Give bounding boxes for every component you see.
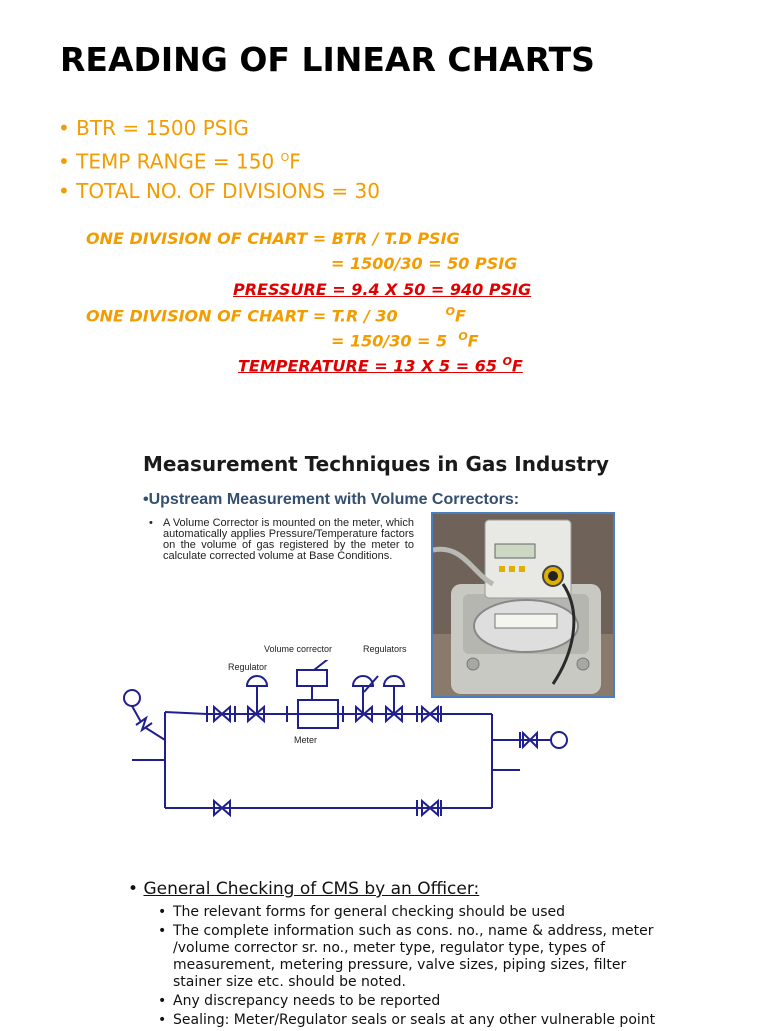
sub-heading: •Upstream Measurement with Volume Correctors: bbox=[143, 491, 520, 508]
list-item: • The relevant forms for general checking should be used bbox=[158, 904, 566, 920]
inlet-gauge-icon bbox=[124, 690, 140, 706]
outlet-gauge-icon bbox=[551, 732, 567, 748]
page-title: READING OF LINEAR CHARTS bbox=[60, 40, 595, 79]
volume-corrector-icon bbox=[297, 670, 327, 686]
volume-corrector-label: Volume corrector bbox=[264, 644, 333, 654]
regulator-icon bbox=[247, 676, 267, 686]
regulator-label: Regulator bbox=[228, 662, 268, 672]
meter-label: Meter bbox=[294, 735, 318, 745]
volume-corrector-paragraph: • A Volume Corrector is mounted on the meter, which automatically applies Pressure/Temperature factors on the volume of gas registered by the meter to calculate corrected volume at Base Conditions. bbox=[149, 517, 414, 562]
temp-range-item: • TEMP RANGE = 150 $^O$F bbox=[58, 149, 301, 174]
list-item: • The complete information such as cons. no., name & address, meter /volume corrector sr. no., meter type, regulator type, types of measurement, metering pressure, valve sizes, piping sizes, filter stainer size etc. should be noted. bbox=[158, 923, 654, 990]
checking-list bbox=[158, 904, 658, 1031]
list-item: • Sealing: Meter/Regulator seals or seals at any other vulnerable point bbox=[158, 1012, 656, 1028]
calc-line-1: ONE DIVISION OF CHART = BTR / T.D PSIG bbox=[86, 229, 460, 248]
checking-heading: • General Checking of CMS by an Officer: bbox=[128, 879, 480, 899]
piping-diagram bbox=[110, 660, 580, 830]
regulators-label: Regulators bbox=[363, 644, 407, 654]
calc-line-2: = 1500/30 = 50 PSIG bbox=[331, 254, 518, 273]
pressure-result: PRESSURE = 9.4 X 50 = 940 PSIG bbox=[233, 280, 532, 299]
list-item: • Any discrepancy needs to be reported bbox=[158, 993, 441, 1009]
relief-valve-icon bbox=[136, 718, 152, 730]
parameter-list bbox=[58, 114, 380, 206]
temperature-result: TEMPERATURE = 13 X 5 = 65 $^O$F bbox=[238, 355, 523, 376]
regulator-icon bbox=[384, 676, 404, 686]
calc-line-4: ONE DIVISION OF CHART = T.R / 30 $^O$F bbox=[86, 305, 466, 326]
divisions-item: • TOTAL NO. OF DIVISIONS = 30 bbox=[58, 178, 380, 203]
btr-item: • BTR = 1500 PSIG bbox=[58, 116, 249, 140]
section-title: Measurement Techniques in Gas Industry bbox=[143, 452, 609, 476]
bullet-dot: • bbox=[149, 517, 153, 529]
calc-line-5: = 150/30 = 5 $^O$F bbox=[331, 330, 479, 351]
